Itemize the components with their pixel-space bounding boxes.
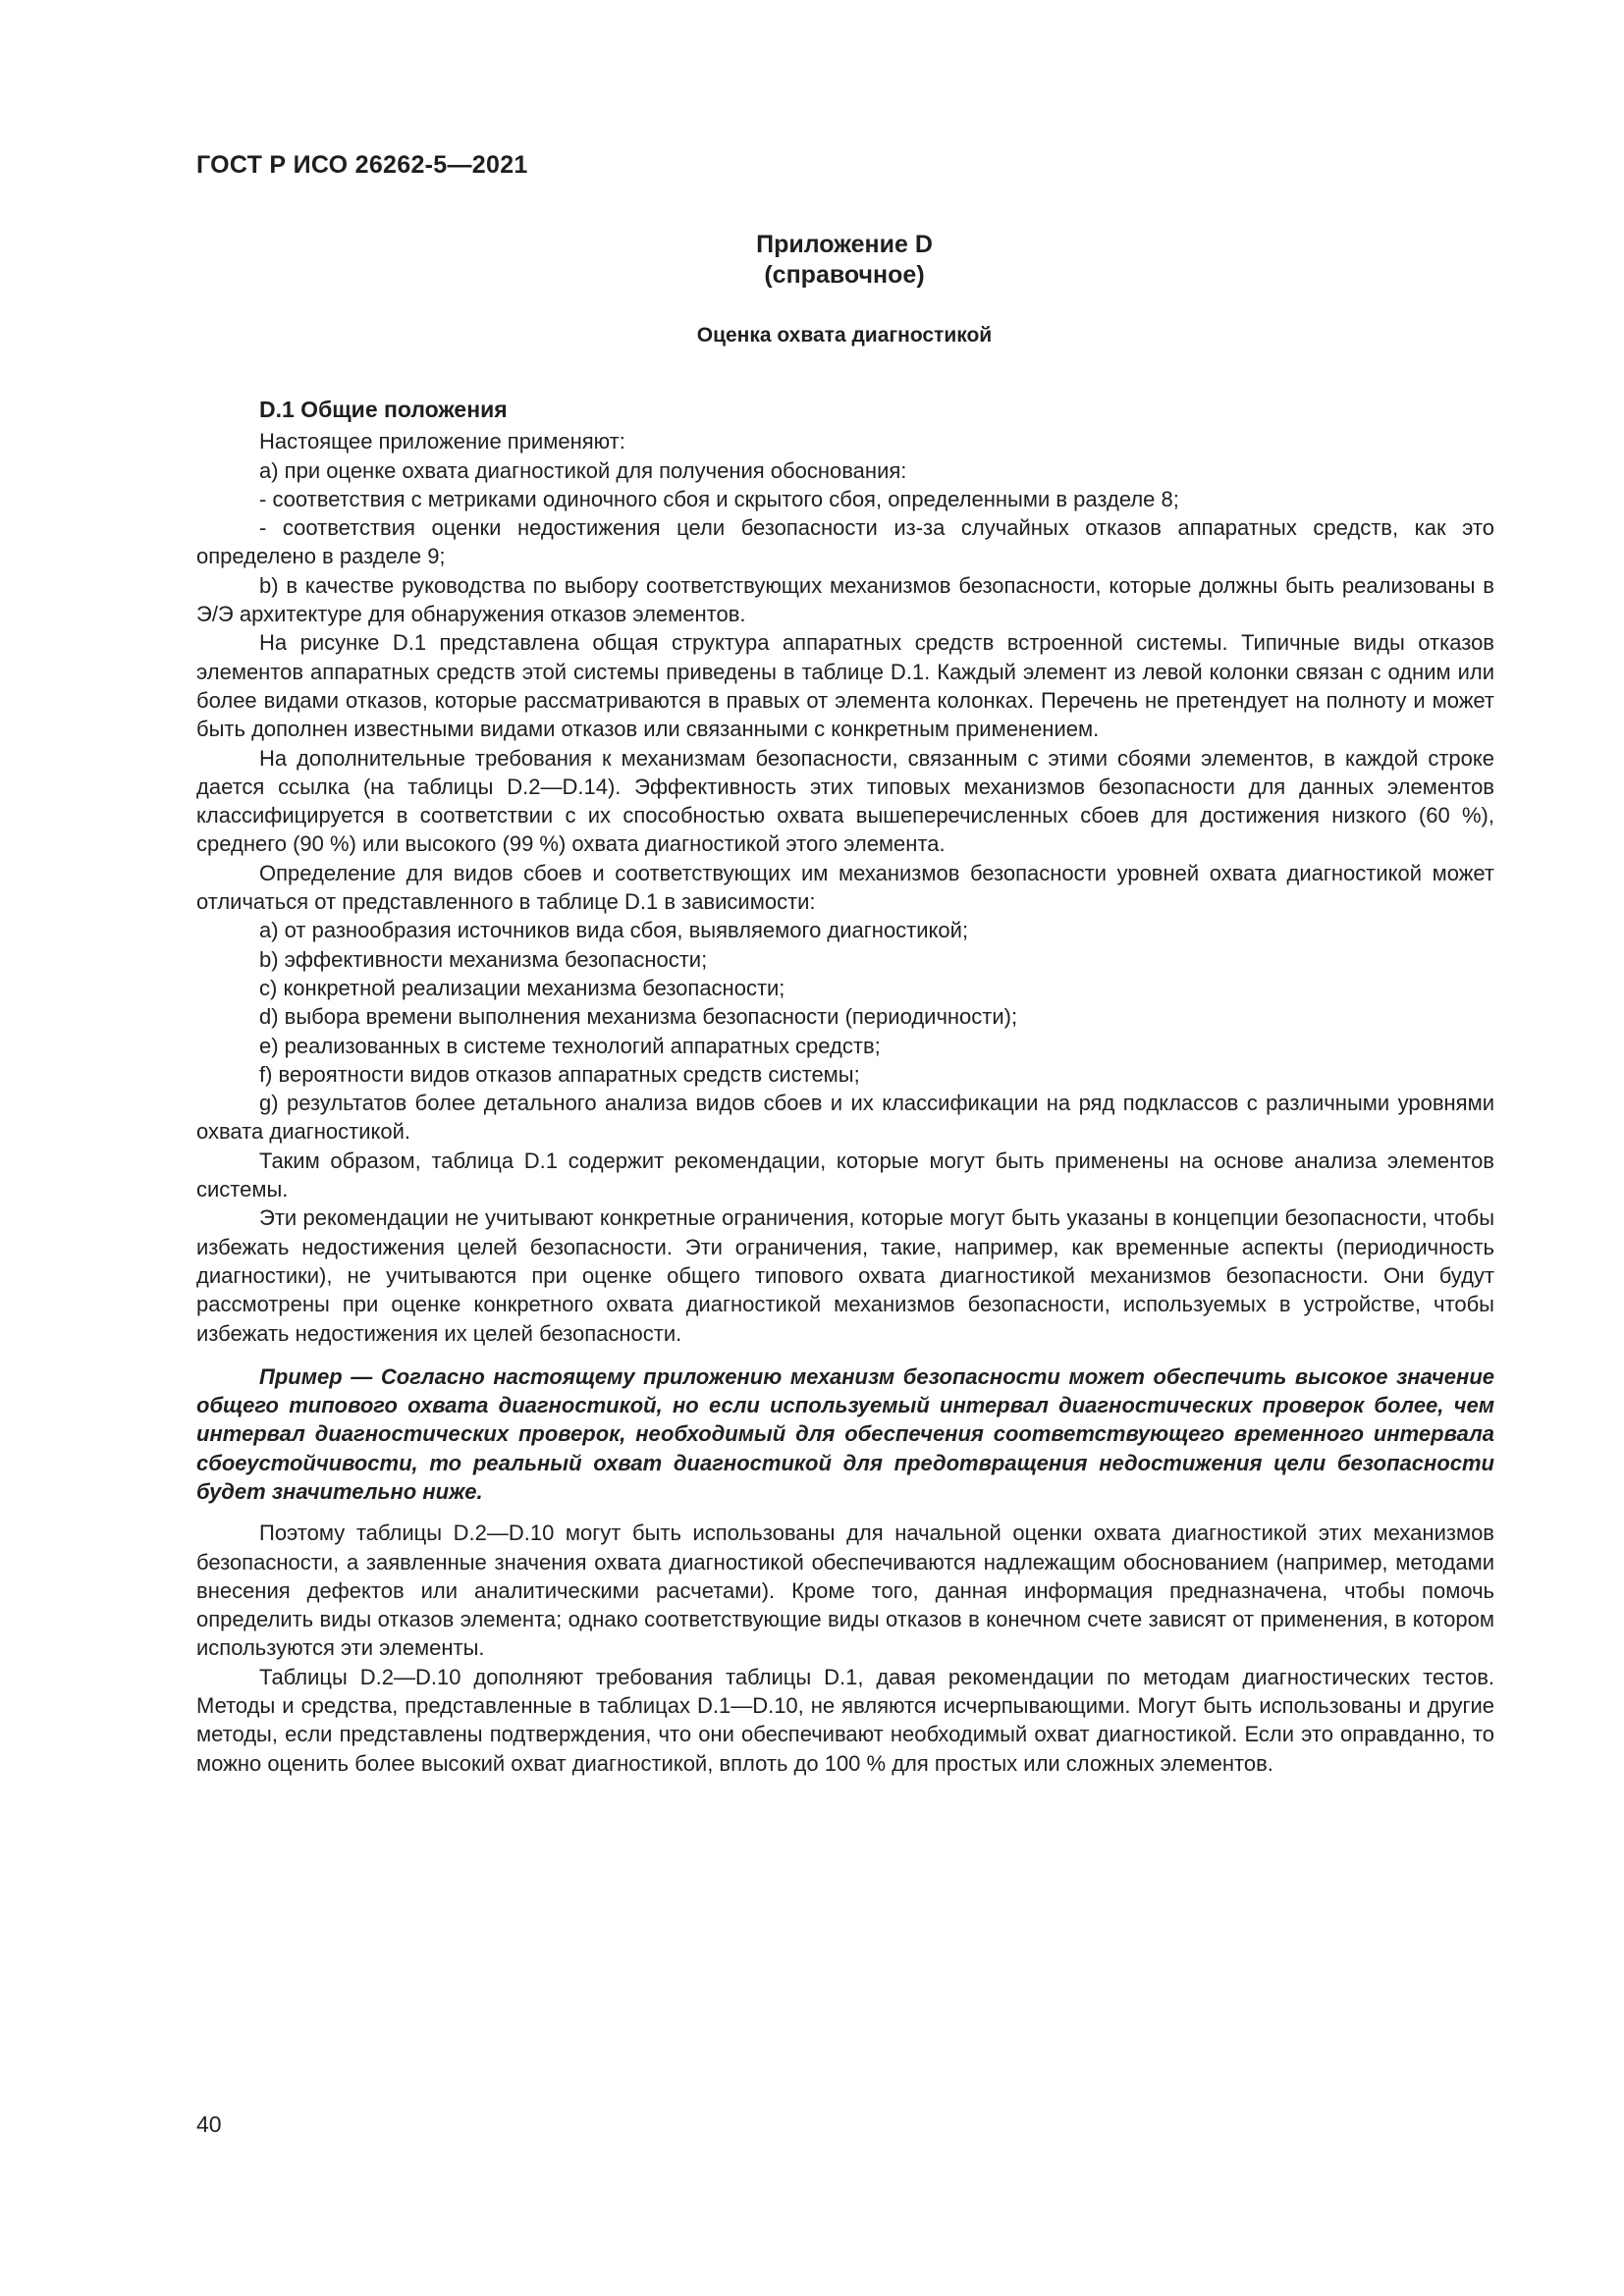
list-item: b) эффективности механизма безопасности; [259, 946, 708, 972]
annex-label: Приложение D [756, 231, 933, 258]
example-note: Пример — Согласно настоящему приложению механизм безопасности может обеспечить высокое значение общего типового охвата диагностикой, но если используемый интервал диагностических проверок более, чем интервал диагностических проверок, необходимый для обеспечения соответствующего временного интервала сбоеустойчивости, то реальный охват диагностикой для предотвращения недостижения цели безопасности будет значительно ниже. [196, 1363, 1494, 1504]
standard-header: ГОСТ Р ИСО 26262-5—2021 [196, 151, 528, 179]
paragraph: Поэтому таблицы D.2—D.10 могут быть использованы для начальной оценки охвата диагностикой этих механизмов безопасности, а заявленные значения охвата диагностикой обеспечиваются надлежащим обоснованием (например, методами внесения дефектов или аналитическими расчетами). Кроме того, данная информация предназначена, чтобы помочь определить виды отказов элемента; однако соответствующие виды отказов в конечном счете зависят от применения, в котором используются эти элементы. [196, 1521, 1494, 1661]
paragraph: На дополнительные требования к механизмам безопасности, связанным с этими сбоями элементов, в каждой строке дается ссылка (на таблицы D.2—D.14). Эффективность этих типовых механизмов безопасности для данных элементов классифицируется в соответствии с их способностью охвата вышеперечисленных сбоев для достижения низкого (60 %), среднего (90 %) или высокого (99 %) охвата диагностикой этого элемента. [196, 745, 1494, 857]
paragraph: Таким образом, таблица D.1 содержит рекомендации, которые могут быть применены на основе анализа элементов системы. [196, 1148, 1494, 1202]
paragraph: Эти рекомендации не учитывают конкретные ограничения, которые могут быть указаны в концепции безопасности, чтобы избежать недостижения целей безопасности. Эти ограничения, такие, например, как временные аспекты (периодичность диагностики), не учитываются при оценке общего типового охвата диагностикой механизмов безопасности. Они будут рассмотрены при оценке конкретного охвата диагностикой механизмов безопасности, используемых в устройстве, чтобы избежать недостижения их целей безопасности. [196, 1205, 1494, 1346]
list-item: f) вероятности видов отказов аппаратных средств системы; [259, 1061, 860, 1087]
annex-title: Оценка охвата диагностикой [696, 324, 993, 347]
list-item: - соответствия с метриками одиночного сбоя и скрытого сбоя, определенными в разделе 8; [259, 486, 1179, 511]
annex-type: (справочное) [764, 261, 925, 289]
paragraph: Определение для видов сбоев и соответствующих им механизмов безопасности уровней охвата диагностикой может отличаться от представленного в таблице D.1 в зависимости: [196, 860, 1494, 915]
list-item: b) в качестве руководства по выбору соответствующих механизмов безопасности, которые должны быть реализованы в Э/Э архитектуре для обнаружения отказов элементов. [196, 572, 1494, 627]
list-item: g) результатов более детального анализа видов сбоев и их классификации на ряд подклассов с различными уровнями охвата диагностикой. [196, 1091, 1494, 1145]
list-item: - соответствия оценки недостижения цели безопасности из-за случайных отказов аппаратных средств, как это определено в разделе 9; [196, 515, 1494, 569]
list-item: d) выбора времени выполнения механизма безопасности (периодичности); [259, 1004, 1018, 1030]
paragraph: Настоящее приложение применяют: [259, 429, 625, 454]
section-heading: D.1 Общие положения [259, 397, 508, 422]
paragraph: На рисунке D.1 представлена общая структура аппаратных средств встроенной системы. Типичные виды отказов элементов аппаратных средств этой системы приведены в таблице D.1. Каждый элемент из левой колонки связан с одним или более видами отказов, которые рассматриваются в правых от элемента колонках. Перечень не претендует на полноту и может быть дополнен известными видами отказов или связанными с конкретным применением. [196, 630, 1494, 742]
document-body [196, 396, 1494, 1778]
list-item: е) реализованных в системе технологий аппаратных средств; [259, 1033, 881, 1058]
page-number: 40 [196, 2111, 222, 2137]
list-item: с) конкретной реализации механизма безопасности; [259, 975, 785, 1000]
list-item: а) при оценке охвата диагностикой для получения обоснования: [259, 457, 907, 483]
paragraph: Таблицы D.2—D.10 дополняют требования таблицы D.1, давая рекомендации по методам диагностических тестов. Методы и средства, представленные в таблицах D.1—D.10, не являются исчерпывающими. Могут быть использованы и другие методы, если представлены подтверждения, что они обеспечивают необходимый охват диагностикой. Если это оправданно, то можно оценить более высокий охват диагностикой, вплоть до 100 % для простых или сложных элементов. [196, 1664, 1494, 1776]
list-item: а) от разнообразия источников вида сбоя, выявляемого диагностикой; [259, 918, 969, 943]
annex-heading [0, 230, 1624, 291]
